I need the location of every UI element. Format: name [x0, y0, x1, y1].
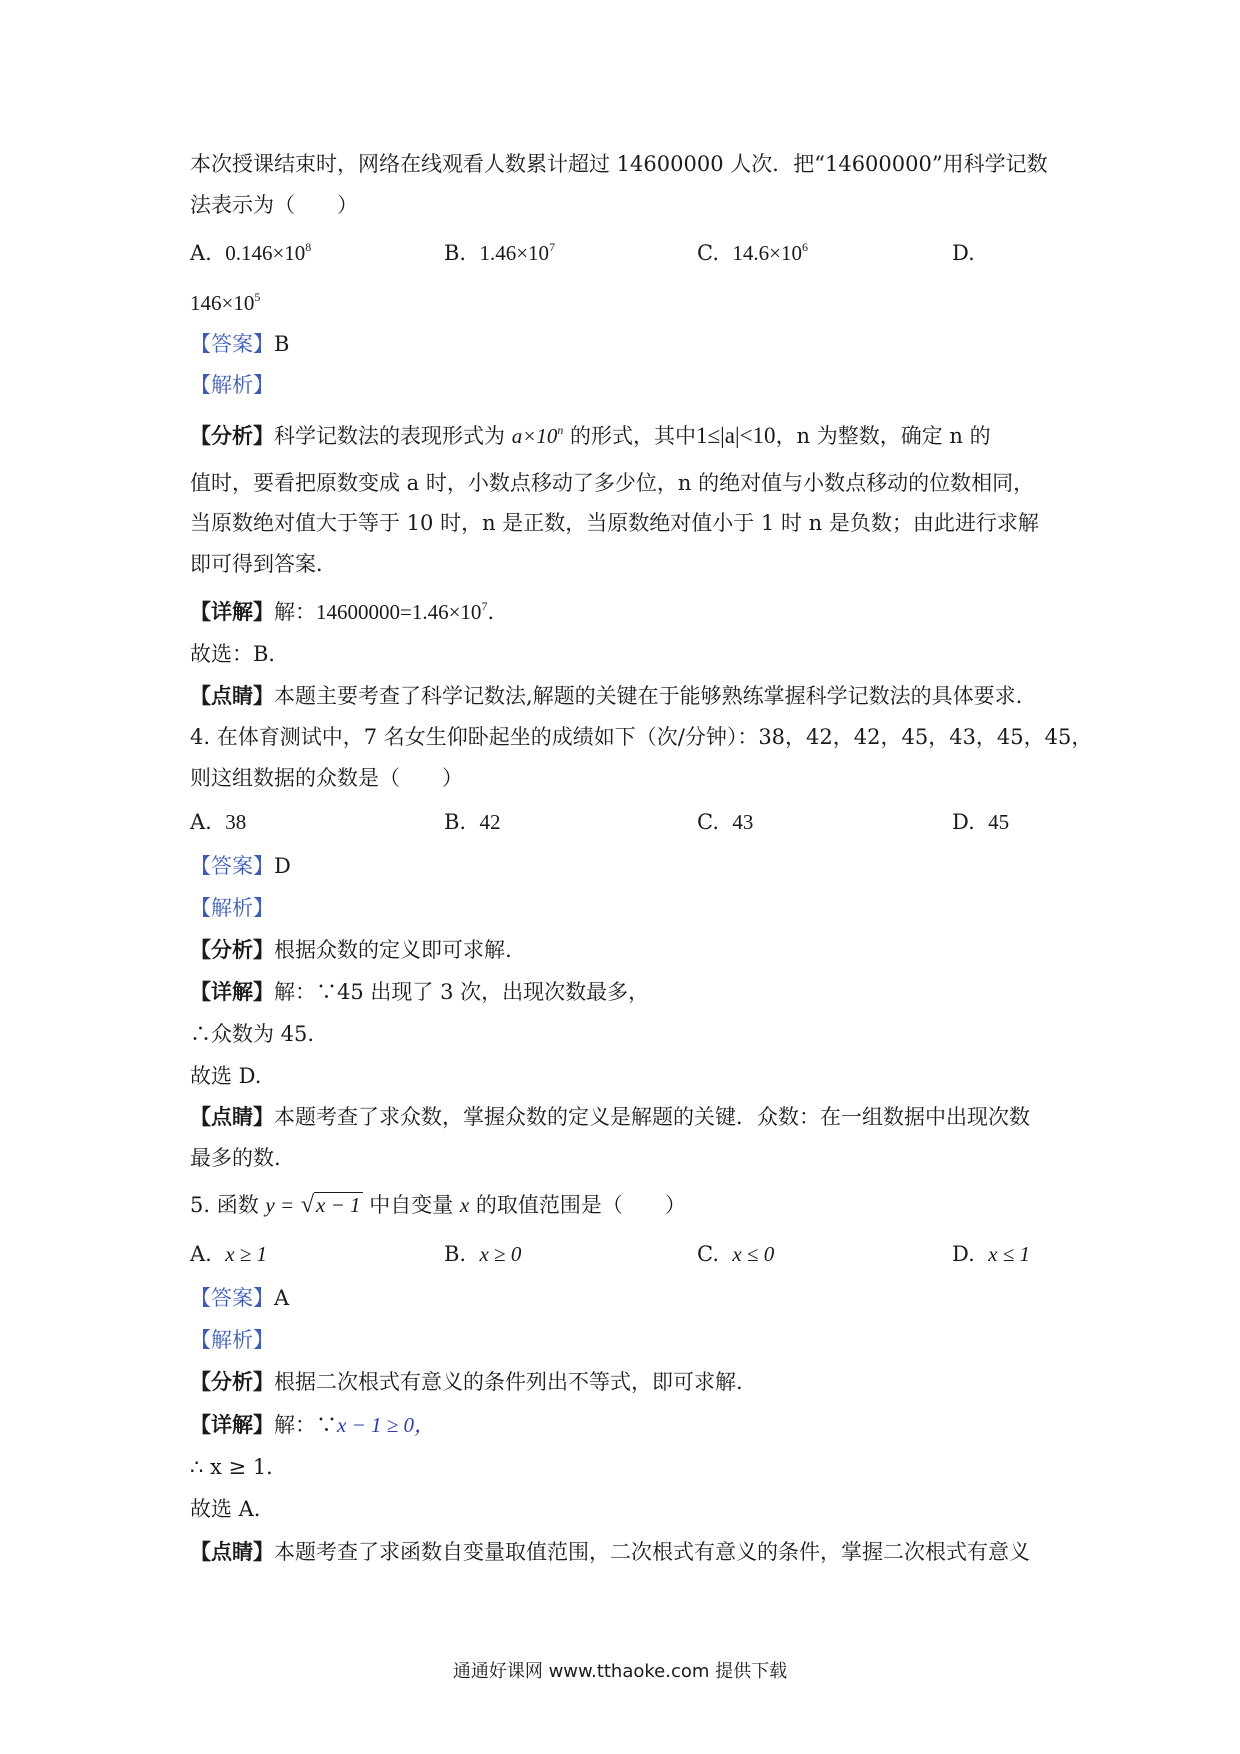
- q5-option-a: A. x ≥ 1: [190, 1242, 268, 1266]
- q5-detail-math: x − 1 ≥ 0，: [337, 1413, 436, 1437]
- q5-comment: 【点睛】本题考查了求函数自变量取值范围，二次根式有意义的条件，掌握二次根式有意义: [190, 1539, 1030, 1564]
- q5-option-c: C. x ≤ 0: [697, 1242, 775, 1266]
- q4-choose: 故选 D.: [190, 1064, 262, 1088]
- q3-jiexi: [190, 370, 274, 400]
- q3-option-c: C. $14.6\times 10^6$: [697, 240, 808, 265]
- q4-answer: 【答案】D: [190, 854, 291, 878]
- q4-option-b: B. 42: [444, 810, 501, 834]
- q5-option-d: D. x ≤ 1: [952, 1242, 1030, 1266]
- q5-answer: 【答案】A: [190, 1286, 290, 1310]
- q3-option-d-value: $146\times 10^5$: [190, 290, 261, 315]
- q5-analysis: 【分析】根据二次根式有意义的条件列出不等式，即可求解.: [190, 1369, 743, 1394]
- answer-tag: 【答案】: [190, 854, 274, 878]
- q3-answer: 【答案】B: [190, 332, 290, 356]
- q3-option-b: B. $1.46\times 10^7$: [444, 240, 556, 265]
- q5-option-b: B. x ≥ 0: [444, 1242, 522, 1266]
- q3-stem-line1: 本次授课结束时，网络在线观看人数累计超过 14600000 人次．把“14600000”用科学记数: [190, 152, 1048, 176]
- q4-jiexi: [190, 893, 274, 923]
- q3-analysis-line1: 【分析】科学记数法的表现形式为 $a\times 10^n$ 的形式，其中1≤|a|<10，n 为整数，确定 n 的: [190, 423, 991, 448]
- q4-option-d: D. 45: [952, 810, 1010, 834]
- q5-therefore: ∴ x ≥ 1．: [190, 1455, 288, 1479]
- q5-choose: 故选 A．: [190, 1497, 275, 1521]
- q4-stem-line1: 4. 在体育测试中，7 名女生仰卧起坐的成绩如下（次/分钟）：38，42，42，45，43，45，45，: [190, 725, 1093, 749]
- jiexi-tag: 【解析】: [190, 896, 274, 920]
- q4-comment-line2: 最多的数.: [190, 1146, 281, 1170]
- q4-option-c: C. 43: [697, 810, 754, 834]
- q3-analysis-line4: 即可得到答案．: [190, 552, 337, 576]
- q4-analysis: 【分析】根据众数的定义即可求解.: [190, 937, 512, 962]
- jiexi-tag: 【解析】: [190, 373, 274, 397]
- page-footer: 通通好课网 www.tthaoke.com 提供下载: [452, 1661, 788, 1682]
- q3-detail: 【详解】解：$14600000=1.46\times 10^7$．: [190, 599, 509, 624]
- q4-stem-line2: 则这组数据的众数是（ ）: [190, 766, 463, 790]
- answer-tag: 【答案】: [190, 332, 274, 356]
- q3-option-d-letter: D.: [952, 241, 975, 265]
- q4-therefore: ∴众数为 45.: [190, 1022, 315, 1046]
- q3-stem-line2: 法表示为（ ）: [190, 193, 358, 217]
- q3-choose: 故选：B．: [190, 642, 290, 666]
- q5-stem: 5. 函数 y = √x − 1 中自变量 x 的取值范围是（ ）: [190, 1192, 686, 1218]
- answer-tag: 【答案】: [190, 1286, 274, 1310]
- q5-radicand: x − 1: [316, 1193, 361, 1217]
- q3-option-a: A. $0.146\times 10^8$: [190, 240, 312, 265]
- q3-comment: 【点睛】本题主要考查了科学记数法,解题的关键在于能够熟练掌握科学记数法的具体要求.: [190, 683, 1023, 708]
- q3-analysis-line3: 当原数绝对值大于等于 10 时，n 是正数，当原数绝对值小于 1 时 n 是负数；由此进行求解: [190, 511, 1039, 535]
- q4-comment-line1: 【点睛】本题考查了求众数，掌握众数的定义是解题的关键．众数：在一组数据中出现次数: [190, 1104, 1030, 1129]
- jiexi-tag: 【解析】: [190, 1328, 274, 1352]
- q5-jiexi: [190, 1325, 274, 1355]
- q4-detail: 【详解】解：∵45 出现了 3 次，出现次数最多，: [190, 979, 650, 1004]
- q4-option-a: A. 38: [190, 810, 247, 834]
- q5-detail: 【详解】解：∵x − 1 ≥ 0，: [190, 1412, 436, 1437]
- q3-analysis-line2: 值时，要看把原数变成 a 时，小数点移动了多少位，n 的绝对值与小数点移动的位数相同，: [190, 471, 1035, 495]
